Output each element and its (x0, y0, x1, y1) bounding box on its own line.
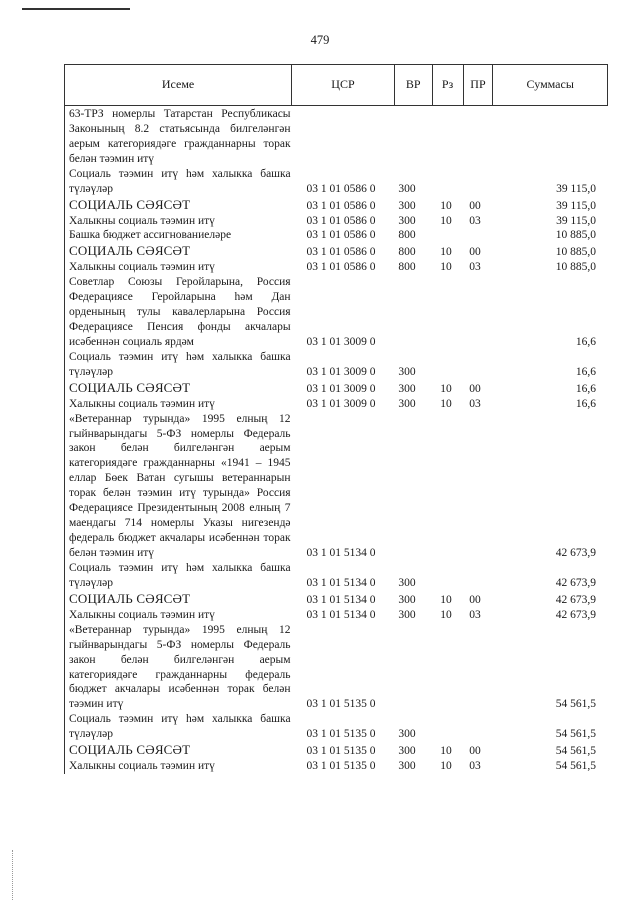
table-row (65, 412, 608, 561)
table-row (65, 197, 608, 214)
cell-rz: 10 (440, 261, 452, 274)
cell-rz: 10 (440, 199, 452, 212)
cell-name: Социаль тәэмин итү һәм халыкка башка түләүләр (69, 713, 291, 741)
cell-name: Халыкны социаль тәэмин итү (69, 261, 215, 274)
table-row (65, 623, 608, 713)
cell-sum: 39 115,0 (556, 199, 596, 212)
cell-sum: 54 561,5 (555, 698, 596, 711)
cell-csr: 03 1 01 0586 0 (306, 246, 376, 259)
cell-name: Советлар Союзы Геройларына, Россия Федерациясе Геройларына һәм Дан орденының тулы кавалерларына Россия Федерациясе Пенсия фонды акчалары исәбеннән социаль ярдәм (69, 276, 291, 348)
cell-pr: 00 (469, 593, 481, 606)
cell-sum: 54 561,5 (555, 745, 596, 758)
cell-name: Башка бюджет ассигнованиеләре (69, 229, 232, 242)
cell-csr: 03 1 01 5134 0 (306, 547, 376, 560)
cell-sum: 16,6 (575, 397, 596, 410)
cell-csr: 03 1 01 5134 0 (306, 593, 376, 606)
cell-name: СОЦИАЛЬ СӘЯСӘТ (69, 379, 191, 395)
cell-name: Социаль тәэмин итү һәм халыкка башка түләүләр (69, 561, 291, 589)
cell-name: Социаль тәэмин итү һәм халыкка башка түләүләр (69, 350, 291, 378)
cell-name: 63-ТРЗ номерлы Татарстан Республикасы Законының 8.2 статьясында билгеләнгән аерым категориядәге гражданнарны торак белән тәэмин итү (69, 108, 291, 165)
cell-name: СОЦИАЛЬ СӘЯСӘТ (69, 196, 191, 212)
cell-pr: 03 (469, 608, 481, 621)
cell-pr: 00 (469, 246, 481, 259)
cell-rz: 10 (440, 608, 452, 621)
cell-sum: 42 673,9 (555, 608, 596, 621)
cell-sum: 42 673,9 (555, 547, 596, 560)
cell-csr: 03 1 01 5135 0 (306, 745, 376, 758)
cell-csr: 03 1 01 5134 0 (306, 576, 376, 589)
cell-pr: 00 (469, 199, 481, 212)
table-row (65, 742, 608, 759)
cell-csr: 03 1 01 3009 0 (306, 382, 376, 395)
cell-csr: 03 1 01 3009 0 (306, 397, 376, 410)
cell-pr: 03 (469, 214, 481, 227)
cell-csr: 03 1 01 5135 0 (306, 728, 376, 741)
table-row (65, 350, 608, 380)
cell-vr: 300 (398, 214, 416, 227)
table-row (65, 397, 608, 412)
cell-vr: 300 (398, 608, 416, 621)
cell-vr: 800 (398, 229, 416, 242)
cell-csr: 03 1 01 5135 0 (306, 698, 376, 711)
cell-name: «Ветераннар турында» 1995 елның 12 гыйнварындагы 5-ФЗ номерлы Федераль закон белән билгеләнгән аерым категориядәге гражданнарны федераль бюджет акчалары исәбеннән торак белән тәэмин итү (69, 623, 291, 711)
cell-csr: 03 1 01 0586 0 (306, 214, 376, 227)
table-row (65, 214, 608, 229)
cell-sum: 42 673,9 (555, 576, 596, 589)
cell-vr: 300 (398, 593, 416, 606)
cell-csr: 03 1 01 0586 0 (306, 229, 376, 242)
cell-name: Халыкны социаль тәэмин итү (69, 214, 215, 227)
cell-name: Халыкны социаль тәэмин итү (69, 608, 215, 621)
cell-vr: 300 (398, 382, 416, 395)
header-vr: ВР (395, 65, 433, 105)
cell-vr: 800 (398, 246, 416, 259)
cell-csr: 03 1 01 0586 0 (306, 261, 376, 274)
cell-sum: 39 115,0 (556, 214, 596, 227)
cell-rz: 10 (440, 397, 452, 410)
cell-pr: 00 (469, 382, 481, 395)
cell-sum: 42 673,9 (555, 593, 596, 606)
cell-csr: 03 1 01 3009 0 (306, 335, 376, 348)
table-row (65, 759, 608, 774)
cell-sum: 16,6 (575, 335, 596, 348)
cell-name: СОЦИАЛЬ СӘЯСӘТ (69, 590, 191, 606)
cell-sum: 16,6 (575, 365, 596, 378)
cell-csr: 03 1 01 5135 0 (306, 760, 376, 773)
cell-name: Халыкны социаль тәэмин итү (69, 397, 215, 410)
header-sum: Суммасы (526, 77, 574, 92)
header-csr: ЦСР (292, 65, 395, 105)
cell-rz: 10 (440, 593, 452, 606)
cell-sum: 10 885,0 (555, 261, 596, 274)
header-pr: ПР (464, 65, 494, 105)
cell-vr: 300 (398, 199, 416, 212)
cell-vr: 300 (398, 745, 416, 758)
cell-csr: 03 1 01 3009 0 (306, 365, 376, 378)
cell-vr: 300 (398, 182, 416, 195)
cell-rz: 10 (440, 382, 452, 395)
cell-pr: 00 (469, 745, 481, 758)
budget-table (64, 64, 608, 774)
cell-name: Социаль тәэмин итү һәм халыкка башка түләүләр (69, 167, 291, 195)
cell-pr: 03 (469, 397, 481, 410)
cell-rz: 10 (440, 760, 452, 773)
cell-pr: 03 (469, 261, 481, 274)
cell-vr: 300 (398, 397, 416, 410)
cell-vr: 800 (398, 261, 416, 274)
table-row (65, 167, 608, 197)
table-header (64, 64, 608, 106)
cell-csr: 03 1 01 0586 0 (306, 182, 376, 195)
cell-sum: 39 115,0 (556, 182, 596, 195)
cell-name: Халыкны социаль тәэмин итү (69, 760, 215, 773)
cell-name: СОЦИАЛЬ СӘЯСӘТ (69, 243, 191, 259)
table-row (65, 275, 608, 350)
cell-sum: 54 561,5 (555, 760, 596, 773)
cell-sum: 16,6 (575, 382, 596, 395)
cell-rz: 10 (440, 214, 452, 227)
top-rule (22, 8, 130, 10)
table-body (64, 106, 608, 774)
page-number: 479 (310, 33, 330, 47)
cell-vr: 300 (398, 760, 416, 773)
table-row (65, 712, 608, 742)
cell-csr: 03 1 01 5134 0 (306, 608, 376, 621)
cell-rz: 10 (440, 246, 452, 259)
cell-sum: 10 885,0 (555, 246, 596, 259)
margin-mark (12, 850, 13, 900)
table-row (65, 260, 608, 275)
table-row (65, 107, 608, 167)
cell-name: «Ветераннар турында» 1995 елның 12 гыйнварындагы 5-ФЗ номерлы Федераль закон белән билгеләнгән аерым категориядәге гражданнарны «1941 – 1945 еллар Бөек Ватан сугышы ветераннарын торак белән тәэмин итү турында» Россия Федерациясе Президентының 2008 елның 7 маендагы 714 номерлы Указы нигезендә федераль бюджет акчалары исәбеннән торак белән тәэмин итү (69, 412, 291, 560)
table-row (65, 380, 608, 397)
cell-vr: 300 (398, 576, 416, 589)
header-name: Исеме (65, 65, 292, 105)
table-row (65, 243, 608, 260)
cell-rz: 10 (440, 745, 452, 758)
table-row (65, 228, 608, 243)
cell-vr: 300 (398, 728, 416, 741)
table-row (65, 608, 608, 623)
cell-sum: 10 885,0 (555, 229, 596, 242)
table-row (65, 591, 608, 608)
cell-name: СОЦИАЛЬ СӘЯСӘТ (69, 742, 191, 758)
cell-sum: 54 561,5 (555, 728, 596, 741)
cell-pr: 03 (469, 760, 481, 773)
cell-vr: 300 (398, 365, 416, 378)
table-row (65, 561, 608, 591)
header-rz: Рз (433, 65, 464, 105)
cell-csr: 03 1 01 0586 0 (306, 199, 376, 212)
